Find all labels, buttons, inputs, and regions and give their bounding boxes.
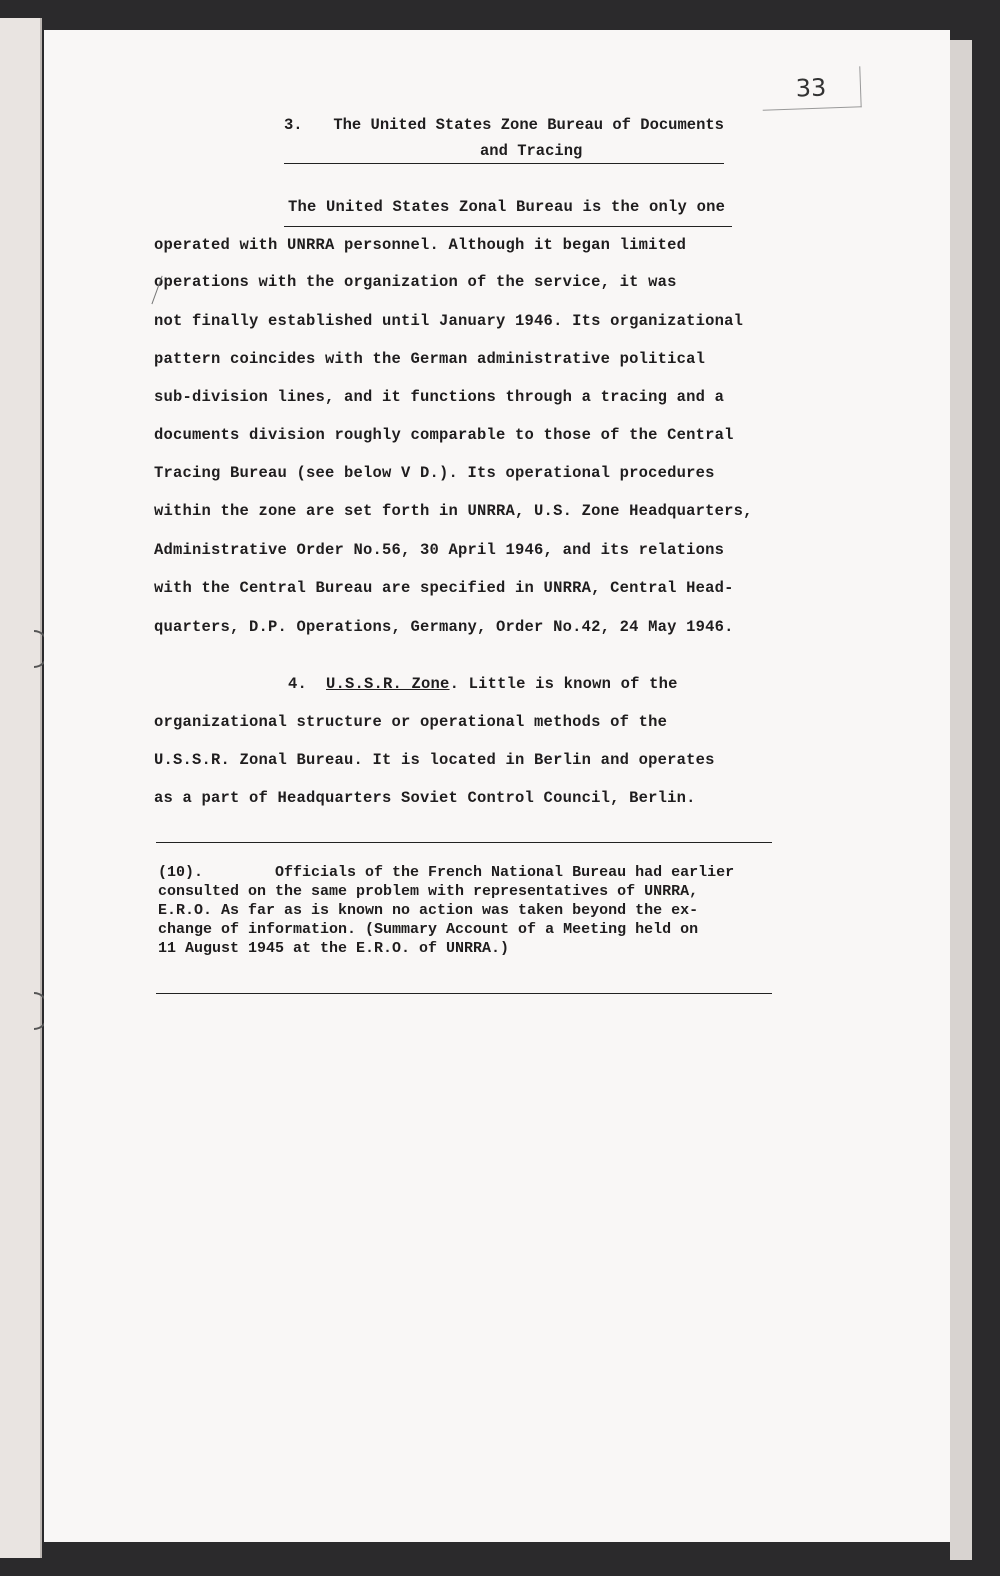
section4-number: 4. [288,675,308,693]
section4-line-1 [288,675,678,693]
footnote-line: E.R.O. As far as is known no action was taken beyond the ex- [158,902,699,919]
heading-line-1: The United States Zone Bureau of Documents [333,116,724,134]
heading-rule [284,163,724,164]
underline-mark [284,226,732,227]
heading-line-2: and Tracing [480,142,583,160]
footnote-line: 11 August 1945 at the E.R.O. of UNRRA.) [158,940,510,957]
body-line: within the zone are set forth in UNRRA, U.S. Zone Headquarters, [154,502,753,520]
footnote-rule-bottom [156,993,772,994]
body-line: not finally established until January 1946. Its organizational [154,312,744,330]
body-line: with the Central Bureau are specified in UNRRA, Central Head- [154,579,734,597]
body-line: sub-division lines, and it functions through a tracing and a [154,388,725,406]
section-heading [284,116,724,160]
body-line: quarters, D.P. Operations, Germany, Order No.42, 24 May 1946. [154,618,734,636]
footnote-line-1 [158,864,734,882]
body-line: The United States Zonal Bureau is the only one [288,198,726,216]
footnote-marker: (10). [158,864,204,881]
body-line: operations with the organization of the service, it was [154,273,677,291]
footnote-line-1-text: Officials of the French National Bureau had earlier [275,864,735,881]
page-number: 33 [761,66,861,110]
page-stack-edge [950,40,972,1560]
body-line: Tracing Bureau (see below V D.). Its operational procedures [154,464,715,482]
body-line: documents division roughly comparable to those of the Central [154,426,734,444]
body-line: operated with UNRRA personnel. Although it began limited [154,236,687,254]
section4-line: U.S.S.R. Zonal Bureau. It is located in Berlin and operates [154,751,715,769]
footnote-rule-top [156,842,772,843]
footnote-line: change of information. (Summary Account of a Meeting held on [158,921,699,938]
footnote-line: consulted on the same problem with representatives of UNRRA, [158,883,699,900]
facing-page-edge [0,18,42,1558]
body-line: pattern coincides with the German administrative political [154,350,706,368]
section4-line: organizational structure or operational methods of the [154,713,668,731]
section4-line: as a part of Headquarters Soviet Control Council, Berlin. [154,789,696,807]
document-page [44,30,950,1542]
section4-line1-rest: . Little is known of the [449,675,678,693]
body-line: Administrative Order No.56, 30 April 1946, and its relations [154,541,725,559]
section4-title: U.S.S.R. Zone [326,675,450,693]
heading-number: 3. [284,116,303,134]
